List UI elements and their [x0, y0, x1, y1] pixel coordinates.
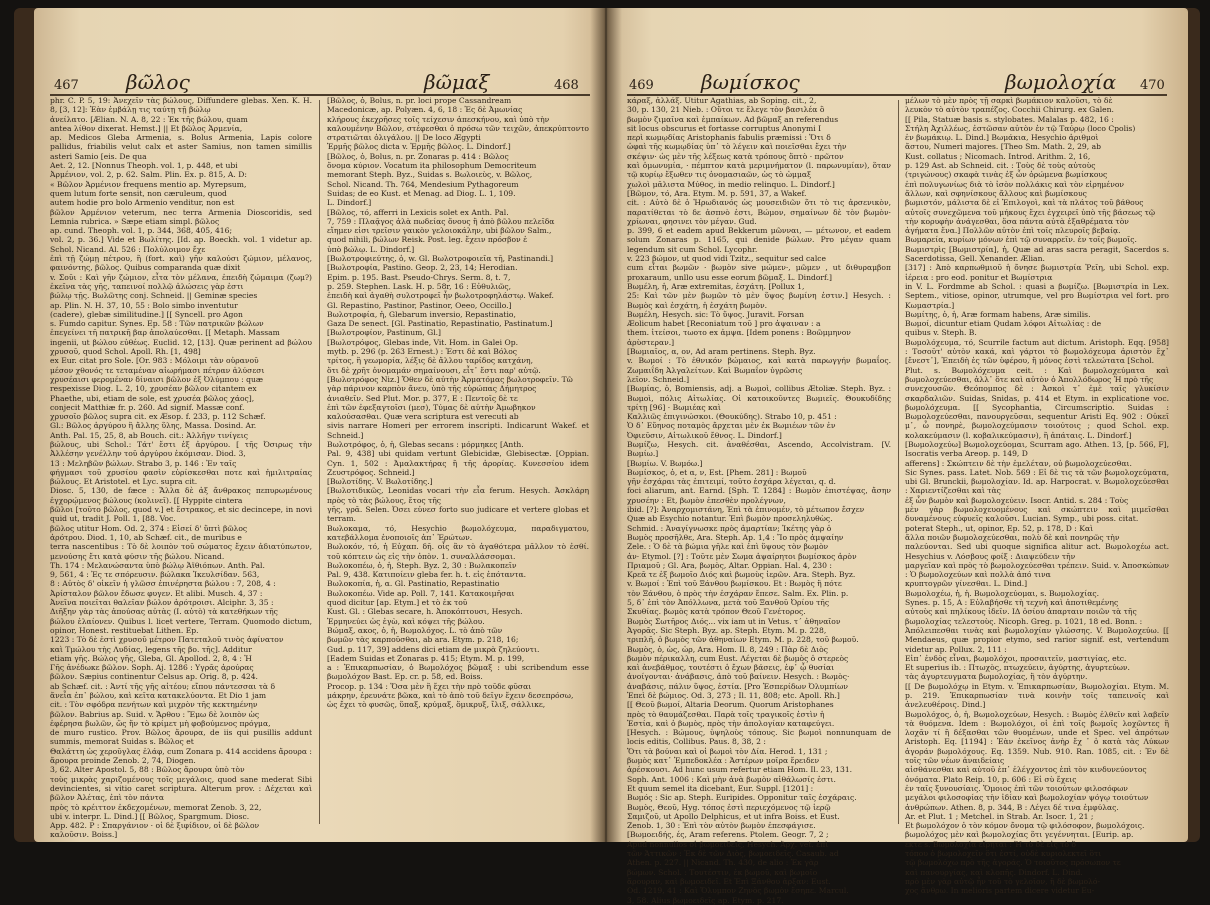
text-line: βώμων. Schol. : Τουτέστιν, ἐκ βωμοῦ, καὶ βωμοῖο	[627, 867, 818, 877]
text-line: Kust. collatus ; Nicomach. Introd. Arithm. 2, 16,	[905, 151, 1091, 161]
text-line: πρὸ μὲν γὰρ αὐτῷ ἦν τοῦ τὸ γελοῖον, ἢ δὲ βωμολό-	[905, 876, 1101, 886]
text-line: memorant Steph. Byz., Suidas s. Βωλοιεὺς, v. Βῶλος,	[327, 170, 533, 180]
text-line: quod dicitur [ap. Etym.] et τὸ ἐκ τοῦ	[327, 598, 468, 608]
text-line: ἐφέρησα βωλῶν, ὥς ἤν τὸ κρίμετ μὴ φοβούμενος πρόγμα,	[50, 718, 271, 728]
text-line: Ἀπόλειπεσθαι τινὰς καὶ βωμολοχίαν γλώσσης. V. Βωμολοχεύω. [[ Mendaeus, quæ propior etymo, sed rarior signif. est, vertendum videtur ap. Pollux. 2, 111 :	[905, 625, 1169, 654]
text-line: 7, 759 : Πλαᾷγος ἀλὰ πωδείας ὄνους ἢ ἀπὸ βῶλου πελεῖδα	[327, 216, 555, 226]
text-line: Βωμολόχος, ὁ, ἡ, Βωμολοχεύων, Hesych. : Βωμὸς ἐλθεῖν καὶ λαβεῖν τὰ θυόμενα. Idem : Βωμολόχοι, οἱ ἐπὶ τοῖς βωμοῖς λοχῶντες ἢ λοχᾶν τί ἢ δέξασθαι τῶν θυομένων, unde et Spec. vel ἀπρότων Aristoph. Eq. [1194] : Ἐὰν ἐκεῖνος ἀνὴρ ἔχ ᾿ ὁ κατὰ τὰς Λύκων ἀγοράν βωμολόχους. Eq. 1359. Nub. 910. Ran. 1085, cit. : Ἐν δὲ τοῖς τῶν νέων ἀναιδείαις	[905, 709, 1169, 766]
text-line: quod nihili, βώλων Reisk. Post. leg. ἔχειν πρόσβον ἐ	[327, 235, 528, 245]
text-line: mytb. p. 296 (p. 263 Ernest.) : Ἐστι δὲ καὶ Βόλος	[327, 347, 518, 357]
text-line: Βωμὸς προσῆλθε, Ara. Steph. Ap. 1,4 : Ἴο πρὸς ἀμψαίην	[627, 532, 844, 542]
text-line: Kust. Gl. : Glebas secare, h. Ἀποκόπτουσι, Hesych.	[327, 607, 523, 617]
text-line: Gaza De senect. [Gl. Pastinatio, Repastinatio, Pastinatum.]	[327, 319, 553, 329]
text-line: [Βωμοειδής, ές, Aram referens. Ptolem. Geogr. 7, 2 ;	[627, 830, 829, 840]
text-line: ὡς ἔχει τὸ φυσῶς, ὕπαξ, κρύμαξ, ὅμικρυξ, ἴλιξ, σάλλικε,	[327, 700, 546, 710]
text-line: φήγμασι τοῦ χρυσίου φασὶν εὐρίσκεσθαι ποτε καὶ ἡμιλιτραίας βώλους. Et Aristotel. et Lyc. supra cit.	[50, 467, 312, 487]
text-line: Βωλοκοπία, ἡ, α. Gl. Pastinatio, Repastinatio	[327, 579, 500, 589]
text-line: βώλῳ τῇς. Βωλῶτης conj. Schneid. || Geminæ species	[50, 291, 258, 301]
text-line: περὶ κωμῳδίας Aristophanis fabulis præmissi : Ὅτι δ	[627, 133, 831, 143]
text-line: Διῆξην γὰρ τὰς ἀπούσας αὐτὰς (I. αὐτὸ) τὰ κατεθήκων τῆς	[50, 607, 278, 617]
text-line: τοὺς μικρὰς χαριζομένους τοῖς μεγάλοις, quod sane mederat Sibi devincientes, si vitio caret scriptura. Alterum prov. : Δέχεται καὶ βῶλον Ἀλέτας, ἐπὶ τὸν πάντα	[50, 774, 312, 803]
text-line: [317] : Ἀπὸ καρπωθμιοῦ ἡ ὄνησε βωμιστρία Ῥεῖη, ubi Schol. exp. ἱέρεια : pro eod. ponitur et Βωμίστρια	[905, 263, 1169, 282]
text-line: 1223 : Τὸ δὲ ἐστὶ χρυσοῦ μέτρον Πατεταλοῦ τινὸς ἀφίνατον	[50, 635, 284, 645]
text-column-4	[905, 96, 1169, 896]
text-line: ἀνθρώπων. Athen. 8, p. 344, B : Λέγει δέ τινα ἐμφύλας.	[905, 802, 1119, 812]
text-line: vol. 2, p. 36.] Vide et Βωλίτης. [Id. ap. Boeckh. vol. 1 videtur ap. Schol. Nicand. Al. 526 : Πολύλοιμον ἔχε	[50, 235, 312, 254]
text-line: Ἑστία, καὶ ὁ βωμὸς, πρὸς τὴν ἀπολογίαν καταφεύγει.	[627, 718, 835, 728]
text-line: ἄρουραν, καὶ βωμοειδεῖ. Et Ἐπὶ Ξάνθου ἀρξαν: Eust.	[627, 876, 831, 886]
text-line: ὠφαὶ τῆς κωμῳδίας ὑπ᾿ τὸ λέγειν καὶ ποιεῖσθαι ἔχει τὴν	[627, 142, 847, 152]
text-line: Κρεᾶ τε ἐξ βωμοῖο Διός καὶ βωμοὺς ἱερῶν. Ara. Steph. Byz.	[627, 570, 856, 580]
text-line: cum εἶται βωμῶν · βωμὸν sive μώμεν·, μῶμεν , ut διθυραμβοπ proxaraum, unllo usu esse eorum βῶμαξ. L. Dindorf.]	[627, 263, 891, 282]
text-line: Γῆς ἀνέδωκε βῶλον. Soph. Aj. 1286 : Υγρᾶς ἀρούρας	[50, 663, 254, 673]
text-line: Θαλάττη ὡς χεροῦγλας ἐλάφ, cum Zonara p. 414 accidens ἄρουρα : ἄρουρα proinde Zenob. 2, 74, Diogen.	[50, 746, 312, 766]
text-line: Schol. Nicand. Th. 764, Mendesium Pythagoreum	[327, 179, 519, 189]
text-line: τὸν Ξάνθου, ὁ πρὸς τὴν ἐσχάραν ἔπεσε. Salm. Ex. Plin. p.	[627, 588, 849, 598]
open-book	[14, 8, 1200, 905]
text-line: « Βῶλον Ἀρμένιον frequens mentio ap. Myrepsum,	[50, 179, 247, 189]
text-line: βῶλον Ἀρμένιον veterum, nec terra Armenia Dioscoridis, sed Lemnia rubrica. » Sæpe etiam simpl. βῶλος	[50, 207, 312, 226]
text-line: ἀρότρου. Diod. 1, 10, ab Schæf. cit., de muribus e	[50, 532, 242, 542]
text-line: κλήρους ἐκεχρῆσες τοῖς τείχεσιν ἀπεσκήνου, καὶ ὑπὸ τὴν	[327, 114, 550, 124]
text-line: αὐτοὺς καὶ πηλίκους ἰδεῖν. ΙΔ ὁσίου ἀπαρταιν ποιῶν τὰ τῆς	[905, 607, 1137, 617]
text-line: Ὀφιεῦσιν, Αἰτωλικοῦ ἔθνος. L. Dindorf.]	[627, 430, 782, 440]
text-line: Procop. p. 134 : Ὅσα μὲν ἢ ἔχει τὴν πρὸ τοῦδε φῦσαι	[327, 681, 532, 691]
text-line: βῶλον. Sæpius continentur Celsus ap. Orig. 8, p. 424.	[50, 672, 258, 682]
text-line: καὶ πανουργίας, καὶ κλοπῆς. Dindorf. L. Dind.	[905, 867, 1083, 877]
text-line: Βωμοί, dicuntur etiam Qudam λόφοι Αἰτωλίας : de	[905, 319, 1102, 329]
text-line: Βωμέλη, ἡ, Aræ extremitas, ἐσχάτη. [Pollux 1,	[627, 281, 805, 291]
text-line: συνεχουσῶν. Θεόπομπος δὲ : Ἀσκοὶ τ᾿ ἐμὲ ταῖς γλυκίσιν σκαρδαλιῶν. Suidas, Snidas, p. 414 et Etym. in explicatione voc. βωμολόχευμα. [[ Sycophantia, Circumscriptio. Suidas : Βωμολοχεύεσθαι, πανουργεῦσαι, sequentur Aristi Eq. 902 : Οὐκεῖ μ᾿, ὦ πονηρὲ, βωμολοχεύμασιν τοιούτοις ; quod Schol. exp. κολακεύμασιν (l. κοβαλικεύμασιν), ἢ ἀπάταις. L. Dindorf.]	[905, 384, 1169, 440]
text-line: 9, 561, 4 : Ἐς τε σπόρευσιν. βώλακα Ἱκευλσίδαν. 563,	[50, 570, 260, 580]
text-line: Ἐρμηνεύει ὡς ἐγὼ, καὶ κόψει τῆς βώλου.	[327, 616, 485, 626]
text-line: [Βωμίω. V. Βωμόω.]	[627, 458, 703, 468]
text-line: Βωλοτροφία, ἡ, Glebarum inversio, Repastinatio,	[327, 309, 516, 319]
text-line: Βωμός : Sic ap. Steph. Euripides. Opponitur ταῖς ἐσχάραις.	[627, 793, 857, 803]
text-line: βωμῶν τὰς καρποῦσθαι, ab ara. Etym. p. 218, 16;	[327, 635, 519, 645]
text-line: βωμιστόν, μάλιστα δὲ εἰ Ἐπιλογοὶ, καὶ τὰ πλάτος τοῦ βάθους	[905, 198, 1144, 208]
text-line: ἐπὶ τῇ ζώμῃ πέτρου, ἢ (fort. καὶ) γῆν καλούσι ζώμιον, μέλανος, φαινόντης, βῶλος. Quibus comparanda quæ dixit	[50, 254, 312, 273]
text-line: Πριαμοῦ ; Gl. Ara, βωμὸς, Altar. Oppian. Hal. 4, 230 :	[627, 560, 832, 570]
text-line: ἀγήματα ἕνα.] Πολλῶν αὐτὸν ἐπὶ τοῖς πλευροῖς βεβαίᾳ.	[905, 226, 1121, 236]
text-line: ἄνεἶα ἐπ᾿ βώλου, καὶ κεῖτα κατακελύοντα. Et Dio 1 jam	[50, 691, 267, 700]
text-line: 30, p. 130, 21 Nieb. : Οὔτοι τε ἔλεγε τὸν βασιλέα ὃ	[627, 105, 825, 115]
text-line: βωμολοχίας τελεστοὺς. Nicoph. Greg. p. 1021, 18 ed. Bonn. :	[905, 616, 1143, 626]
text-line: ὀνόματα. Plato Reip. 10, p. 606 : Εἰ σὺ ἔχεις	[905, 774, 1077, 784]
text-line: Βωλοκόν, τό, ἡ Εὐχαπ. δῆ. οἷς ἂν τὸ ἀγαθότερα μᾶλλον τὸ ἐσθί. τοῦ κόπτειν ὡς εἰς τὴν ὁπὸν. 1. συναλλάσσομαι.	[327, 542, 589, 561]
text-line: τριπλῆ, ὁ βωμὸς τῶν ἀθηναίων Etym. M. p. 228, τοῦ βωμοῦ.	[627, 635, 859, 645]
text-line: Βωλοτρόφος, ὁ, ἡ, Glebas secans : μόρμηκες [Anth.	[327, 439, 524, 449]
text-line: ὅτι δὲ χρῆτ ὀνομαμάν σημαίνουσι, εἶτ᾿ ἔστι παρ' αὐτῷ.	[327, 365, 541, 375]
text-line: (τριγώνους) σκαφὰ τινὰς ἐξ ὧν ὁρώμενα βωμίσκους	[905, 170, 1108, 180]
text-line: βῶλοι [τοῦτο βῶλος, quod v.] et ἔστρακος, et sic decincepe, in novi quid ut, tradit J. Poll. 1, [88. Voc.	[50, 505, 312, 524]
text-line: [Βωλοτροφιεύτης, ὁ, w. Gl. Βωλοτροφοιεῖα τῆ, Pastinandi.]	[327, 254, 554, 264]
text-line: v. 223 βώμον, ut quod vidi Tzitz., sequitur sed calce	[627, 254, 827, 264]
running-head: βωμίσκος	[701, 70, 800, 94]
text-line: λευκὸν τὸ αὐτὸν τραπέζος. Cocchii Chirurg. ex Galen.	[905, 105, 1114, 115]
text-line: βώλου ἐλαίονεν. Quibus l. licet vertere, Terram. Quomodo dictum, opinor, Honest. restituebat Lithen. Ep.	[50, 616, 312, 635]
text-line: πρὸς τὸ θαυμάζεσθαι. Παρὰ τοῖς τραγικοῖς ἐστὶν ἡ	[627, 709, 825, 719]
text-line: p. 129 Ast. ab Schneid. cit. : Τοὺς δὲ τοὺς αὐτοὺς	[905, 161, 1096, 171]
text-line: ibid. [?]: Ἀναρχομιστάνη, Ἐπὶ τὰ ἐπινομέν, τὸ μέτωπον ἔσχεν	[627, 505, 865, 515]
text-line: 3, 62. Alter Apostol. 5, 88 : Βῶλος ἄρουρα ὑπὸ τὸν	[50, 765, 245, 775]
text-line: Soph. Ant. 1006 : Καὶ μὴν ἀνὰ βωμὸν αἰθάλωσίς ἐστι.	[627, 774, 836, 784]
text-line: Et superius ib. : Πτωχὸς, πτωχεύειν, ἀγύρτης, ἀγυρτεύων.	[905, 663, 1130, 673]
column-divider	[898, 100, 899, 824]
text-line: [Βωλοτροφία, Pastino. Geop. 2, 23, 14; Herodian.	[327, 263, 518, 273]
text-line: [Βωλοτιδικῶς, Leonidas vocari τὴν εἶα ferum. Hesych. Ἀσκλάρη πρὸς τὸ τὰς βώλους, ἔτος τῆς	[327, 486, 589, 505]
text-line: v. Σοῦι : Καὶ γῆν ζώμιον, εἶτα τὸν μέλανα, ἐπειδὴ ζώμαιμα (ζωμ?) ἐκεῖνα τὰς γῆς, ταπεινοί πολλῷ ἀλώσεις γὰρ ἐστι	[50, 272, 312, 291]
text-line: [[ De βωμολόχῳ in Etym. v. Ἐπικαρπωσίαν, Βωμολοχίαι. Etym. M. p. 219. Ἐπικαρπωσίαν τινὰ κοινὴν τοῖς ταπεινοῖς καὶ ἀνελευθέροις. Dind.]	[905, 681, 1169, 710]
text-line: autem hodie pro bolo Armenio venditur, non est	[50, 198, 235, 208]
text-column-2	[327, 96, 589, 832]
page-number: 469	[629, 78, 654, 93]
text-line: Ar. et Plut. 1 ; Metchel. in Strab. Ar. Isocr. 1, 21 ;	[905, 811, 1094, 821]
text-line: τόπου ὁ βωμολοχεῖν ὅτι ἐστί, οὐδὲ κυριολεκτεῖ ὃτι	[905, 849, 1102, 859]
text-line: 13 : Μεληβῶν βώλων. Strabo 3, p. 146 : Ἐν ταῖς	[50, 458, 237, 468]
text-line: Βωλοκαμα, τό, Hesychio βωμολόχευμα, παραδιγματου, κατεβάλλομα ἐνοποιοῖς ἀπ᾿ Ἐρώτων.	[327, 523, 589, 542]
text-line: Ἑρμῆς βῶλος dicta v. Ἑρμῆς βῶλος. L. Dindorf.]	[327, 142, 511, 152]
text-line: αὐτοῖς συνεχῶμενα τοῦ μήκους ἔχει ἐγχειρεῖ ὑπὸ τῆς βάσεως τῷ	[905, 207, 1156, 217]
text-line: Od. 1219, 41 : Καὶ Ὄλυμπον Ζηνὸς βωμὸν ἔσηπε. Marcul.	[627, 886, 849, 896]
text-line: χρυσέαισι φερομέναν δίναισι βῶλον ἐξ Ὀλύμπου : quæ	[50, 374, 263, 384]
text-line: ἀνιαθεῖν. Sed Plut. Mor. p. 377, E : Πεντοῖς δὲ τε	[327, 393, 518, 403]
text-line: Βωλοκοπέω. Vide ap. Poll. 7, 141. Κατακοιμῆσαι	[327, 588, 515, 598]
text-line: εἴημεν εἰσι τρεῖσιν γαικὸν γελοιοκάλην, ubi βῶλον Salm.,	[327, 226, 552, 236]
text-line: Epim. p. 195. Bast. Pseudo-Chrys. Serm. 8, t. 7,	[327, 272, 511, 282]
text-line: ἀναβάσις, πάλιν ὕψος, ἐστία. [Pro Ἑσπερίδων Ὀλυμπίων	[627, 681, 848, 691]
text-line: πρὸς τὸ κρέιττον ἐκδεχομένων, memorat Zenob. 3, 22,	[50, 802, 262, 812]
text-line: foci aliarum, ant. Earnd. [Sph. T. 1284] : Βωμὸν ἐπιστέψας, ἄσην χρυσέην : Et, βωμὸν ἐπεσθὲν προλέγνων,	[627, 486, 891, 505]
text-line: Zenob. 1, 30 : Ἐπὶ τὸν αὐτὸν βωμὸν ἐπεσφάγισε.	[627, 821, 816, 831]
text-line: Phaethe, ubi, etiam de sole, est χρυσέα βῶλος χάος],	[50, 393, 255, 403]
text-line: Ὅτι τὰ βούναι καὶ οἱ βωμοὶ τὸν Δία. Herod. 1, 131 ;	[627, 746, 828, 756]
text-line: Βωμὸς Σωτῆρος Διός... vix iam ut in Vetus. τ΄ ἀθηναῖον	[627, 616, 841, 626]
text-line: λεῖον. Schneid.]	[627, 374, 690, 384]
text-line: Βωμὸς, ὁ, ὡς, ὡρ, Ara. Hom. Il. 8, 249 : Πὰρ δὲ Διὸς	[627, 644, 828, 654]
text-line: Schmid. : Ἀναγίγνωσκε πρὸς ἀμαρτίαν; Ἱκέτης γὰρ ὁ	[627, 523, 832, 533]
text-line: καλουμένην Βῶλον, στέφεσθαι ὁ πρόσω τῶν τειχῶν, ἀπεκρύπτοντο στρατιῶται ὀλιγάλου. || De loco Ægypti	[327, 123, 589, 143]
text-line: [Βωμιαῖος, α, ον, Ad aram pertinens. Steph. Byz.	[627, 347, 816, 357]
text-line: [Βωλοτρόφος Niz.] Ὅθεν δὲ αὐτὴν Ἀρματόμας βωλοτροφεῖν. Τῶ	[327, 374, 573, 384]
text-line: αἰσθάνεσθαι καὶ αὐτοῦ ἐπ᾿ ἐλέγχοντος ἐπὶ τὸν κινδυνεύοντος	[905, 765, 1147, 775]
text-line: Gud. p. 117, 39] addens dici etiam de μικρὰ ζηλεύοντι.	[327, 644, 540, 654]
text-line: sit locus obscurus et fortasse corruptus Anonymi I	[627, 123, 822, 133]
text-line: Et βωμολόχον ὁ τὸν κόμον ὄνομα τῷ φιλόσοφον, βωμολόχοις.	[905, 821, 1145, 831]
text-line: sivis narrare Homeri per errorem inscripti. Indicarunt Wakef. et Schneid.]	[327, 421, 589, 440]
text-line: μαργεῖαν καὶ πρὸς τὸ βωμολοχεύεσθαι τρέπειν. Suid. v. Ἀποσκώπων : Ὁ βωμολοχεύων καὶ πολλὰ ἀπό τινα	[905, 560, 1169, 580]
text-line: παλεύονται. Sed ubi quoque significa alitur act. Βωμολοχέω act. Hesychius v. Λόσβους φοίξ : Διαψεύδειν τῆν	[905, 542, 1169, 561]
text-line: Ἀρίσταλον βῶλον ἔδωσε φυγεν. Et alibi. Musch. 4, 37 :	[50, 588, 263, 598]
text-line: ἀν· Etymol. [?] : Τοῦτε μὲν Σωμα ἀψαίρητοι βωμίσκος ἀρὸν	[627, 551, 857, 561]
text-line: [Βῶλος, ὁ, Bolus, n. pr. Zonaras p. 414 : Βῶλος	[327, 151, 509, 161]
text-line: [Βῶλος, τό, afferri in Lexicis solet ex Anth. Pal.	[327, 207, 509, 217]
text-line: ἄλλα ποιῶν βωμολοχεύεσθαι, πολὺ δὲ καὶ πονηρῶς τὴν	[905, 532, 1120, 542]
text-line: Athen. p. 227. || Nicand. Th. 430, de alio : Ἐκ γὰρ	[627, 858, 819, 868]
text-line: de muro rustico. Prov. Βῶλος ἄρουρα, de iis qui pusillis addunt summis, memorat Suidas s. Βῶλος et	[50, 728, 312, 747]
text-line: Plut. s. Βωμολόχευμα ceit. : Καὶ βωμολοχεύματα καὶ βωμολοχεύεσθαι, ἀλλ᾿ ὅτε καὶ αὐτὸν ὁ Ἀπολλόδωρος Ἡ πρὸ τῆς	[905, 365, 1169, 384]
text-line: ὑπὸ βώλῳ. L. Dindorf.]	[327, 244, 415, 254]
text-line: [Βῶλος, ὁ, Bolus, n. pr. loci prope Cassandream	[327, 96, 512, 105]
text-line: [Βωμολοχεύω] Βωμολοχεύομαι, Scurram ago. Athen. 13, [p. 566, F], Isocratis verba Areop. p. 149, D	[905, 439, 1169, 459]
text-line: ἐπεγείνει τῆ πατρικῆ βαρ ἀπολαύεσθαι. [[ Metaph. Massam	[50, 328, 280, 338]
text-line: cit. : Τὸν σφόδρα πενήτων καὶ μιχρὸν τῆς κεκτημένην	[50, 700, 258, 710]
text-line: γῆν ἐσχάραι τὰς ἐπιτειμί, τοῦτο ἐσχάρα λέγεται, q. d.	[627, 477, 836, 487]
text-line: phr. C. P. 5, 19: Ἀνεχεῖν τὰς βώλους, Diffundere glebas. Xen. K. H. 8, [3, 12]: Ἐὰν ἐμβάλῃ τις ταύτῃ τῇ βώλῳ	[50, 96, 312, 115]
text-line: Synes. p. 15, A : Εὐλαβήσθε τὴ τεχνὴ καὶ ἀποτιθεμένης	[905, 598, 1119, 608]
text-line: σκέψιν· ὡς μὲν τῆς λέξεως κατὰ τρόπους ὅπτὸ · πρῶτον	[627, 151, 844, 161]
text-line: Ἀγορᾶς. Sic Steph. Byz. ap. Steph. Etym. M. p. 228,	[627, 625, 827, 635]
text-line: βῶλος utitur Hom. Od. 2, 374 : Εἰσεί δ' ὕπτὶ βῶλος	[50, 523, 248, 533]
text-line: them. ἰτείσοι, τωοτο ex ἀμψα. [Idem ponens : Βοῶμμηνον	[627, 328, 851, 338]
text-line: Diosc. 5, 130, de fæce : Ἄλλα δὲ ἀξ ἄνθρακος πεπυρωμένους ἐγχορῴμενος βώλους (κολινεῖ). [[ Hyppite cintera	[50, 486, 312, 505]
text-line: cit. : Αὐτὸ δὲ ὁ Ἡρωδιανός ὡς μουσειδιῶν ὅτι τὸ τις ἀρσενικὸν, παρατίθεται τὸ δε ἀσπνὸ ἐστι, Βώμον, σημαίνων δὲ τὸν βωμὸν· χρίωναι, φησινει τὸν μέγαν. Gud.	[627, 198, 891, 226]
text-line: ἐξ ὧν βωμὸν καὶ βωμολοχεύειν. Isocr. Antid. s. 284 : Τοὺς	[905, 495, 1129, 505]
text-line: ubi v. interpr. L. Dind.] [[ Βῶλος, Spargmum. Diosc.	[50, 811, 250, 821]
text-line: κάραξ, ἀλλάξ. Utitur Agathias, ab Soping. cit., 2,	[627, 96, 817, 105]
text-line: [Eadem Suidas et Zonaras p. 415; Etym. M. p. 199,	[327, 653, 525, 663]
text-line: Ἀρμένιον, vol. 2, p. 62. Salm. Plin. Ex. p. 815, A. D:	[50, 170, 247, 180]
text-line: γῆς, γρᾶ. Selen. Ὀσει εὐνεσ forto suo judicare et vertere globas et terram.	[327, 505, 589, 524]
text-line: ἐπὶ τῶν ἐφεξαγτοῖσι (μεσ), Τύμας δὲ αὐτὴν Ἀμωβηκον	[327, 402, 536, 412]
text-line: [Βωλοτίδης. V. Βωλοτίδης.]	[327, 477, 433, 487]
text-line: Gl.: Βῶλος ἀργύρου ἢ ἄλλης ὕλης, Massa. Dosind. Ar.	[50, 421, 257, 431]
text-line: Βώμαξ, ακος, ὁ, ἡ, Βωμολόχος. L. τὸ ἀπὸ τῶν	[327, 625, 503, 635]
text-line: p. 399, 6 et eadem apud Bekkerum μῶνναι, — μέτωνον, et eadem solum Zonaras p. 1165, qui denide βώλων. Pro μέγαν quam legendum sit cum Schol. Lycophr.	[627, 226, 891, 254]
running-head: βωμολοχία	[1005, 70, 1117, 94]
text-line: ἀνείλατο. [Ælian. N. A. 8, 22 : Ἐκ τῆς βώλου, quam	[50, 114, 248, 124]
text-line: poterat Steph., ut, opinor, Ep. 52, p. 178, D : Καὶ	[905, 523, 1094, 533]
text-line: ἄστου, Numeri majores. [Theo Sm. Math. 2, 29, ab	[905, 142, 1101, 152]
text-line: 3, 58. Alius βωμοειδεῖς ap. Etym. p. 217.	[627, 895, 784, 905]
text-line: μάκρην, ἐρευνάτε βῶκα, καὶ τὸ ἀπὸ τοῦ δεῖγν ἔχειν δεσεπρόσω,	[327, 691, 574, 700]
text-line: Βωλοκοπέω, ὁ, ἡ, Steph. Byz. 2, 30 : Βωλακοπεῖν	[327, 560, 517, 570]
text-line: [Βωλοτρόφος, Glebas inde, Vit. Hom. in Galei Op.	[327, 337, 518, 347]
text-line: 8 : Αὐτὸς δ' οἰκεῖν ἡ γλῶσσ ἐπινέρηστα βώλου : 7, 208, 4 :	[50, 579, 276, 589]
text-line: καλούσασθαι. Quæ vera scriptura est verecuti ab	[327, 412, 519, 422]
text-line: Ὁ δ᾿ Εὔηνος ποταμὸς ἄρχεται μὲν ἐκ Βωμιέων τῶν ἐν	[627, 421, 836, 431]
text-line: [[ Θεοῦ βωμοί, Altaria Deorum. Quorum Aristophanes	[627, 700, 834, 710]
text-line: Καλλιῶς ἐπιγινώσκοι. (Θουκύδης). Strabo 10, p. 451 :	[627, 412, 837, 422]
text-line: L. Dindorf.]	[327, 198, 372, 208]
text-line: [Βωλοτροφίον, Pastinum, Gl.]	[327, 328, 442, 338]
text-line: in V. L. Fordmme ab Schol. : quasi a βωμίζω. [Βωμιστρία in Lex. Septem., vitiose, opinor, utrumque, vel pro Βωμίστρια vel fort. pro Κωμαστρία.]	[905, 281, 1169, 310]
text-line: a : Ἐπικαρπωσίαν, ὁ Βωμολόχος βῶμαξ : ubi scribendum esse βωμολόχον Bast. Ep. cr. p. 58, ed. Boiss.	[327, 663, 589, 682]
text-line: ἀρὺστεραν.]	[627, 337, 675, 347]
text-line: χος ἄνθρω. In melioris partem dicere videtur Eu-	[905, 886, 1095, 896]
right-page	[605, 8, 1188, 905]
text-line: Βωμολοχέω, ἡ, ἡ. Βωμολοχεύομαι, s. Βωμολοχίας.	[905, 588, 1099, 598]
text-line: ap. Plin. N. H. 37, 10, 55 : Bolo simbo inventutur	[50, 300, 238, 310]
text-line: γὰρ πάρινον καρπὸν ἄνευ, ὑπὸ τῆς εὐρώπας Δήμητρος	[327, 384, 537, 394]
page-number: 468	[554, 78, 579, 93]
text-line: antea λίθον dixerat. Hemst.] || Et βῶλος Ἀρμενία,	[50, 123, 243, 133]
page-number: 470	[1140, 78, 1165, 93]
text-line: p. 259. Stephen. Lask. H. p. 58r, 16 : Εὐθυλιῶς,	[327, 281, 512, 291]
text-line: χρυσοῖο βῶλος supra cit. ex Æsop. f. 233, p. 112 Schæf.	[50, 412, 266, 422]
text-line: terra nascentibus : Τὸ δὲ λοιπὸν τοῦ σώματος ἔχειν ἀδιατύπωτον, μενούσης ἔτι κατὰ φύσιν τῆς βώλου. Nicand.	[50, 542, 312, 561]
column-divider	[319, 100, 320, 824]
text-line: ἀνοίγονται· ἀνάβασις, ἀπὸ τοῦ βαίνειν. Hesych. : Βωμὸς·	[627, 672, 850, 682]
text-line: κρυπτογρῶν γίνεσθαι. L. Dind.]	[905, 579, 1028, 589]
text-line: Βωμίσκος, ὁ, et α, ν, Est. [Phem. 281] : Βωμοῦ	[627, 467, 807, 477]
text-line: Zele. : Ὁ δὲ τὰ βώμια γῆλε καὶ ἐπὶ ὕψους τὸν βωμὸν	[627, 542, 829, 552]
text-line: Suidas; de eo Kust. et Menag. ad Diog. L. 1, 109.	[327, 188, 516, 198]
text-line: Βωμίτης, ὁ, ἡ, Aræ formam habens, Aræ similis.	[905, 309, 1091, 319]
text-line: Εἰπ᾿ ἐνδὸς εἶναι, βωμολόχοι, προσαιτεῖν, μαστιγίας, etc.	[905, 653, 1127, 663]
text-line: Gl. Repastino, Pastinor, Pastinor, Oeeo, Occillo.]	[327, 300, 512, 310]
text-line: ex Eur. citat pro Sole. [Or. 983 : Μόλοιμι τὰν οὐρανοῦ	[50, 356, 259, 366]
text-line: καὶ Τμώλου τὴς Λυδίας, legens τῆς βο. τῆς]. Additur	[50, 644, 252, 654]
text-line: ἄλλων, καὶ σφηνίσκους ἄλλους καὶ βωμίσκους	[905, 188, 1087, 198]
text-line: τὰς ἀγυρτευγματα βωμολοχίας, ἢ τὸν ἀγύρτην.	[905, 672, 1088, 682]
left-page	[34, 8, 609, 842]
text-line: Pal. 9, 438] ubi quidam vertunt Glebicidæ, Glebisectæ. [Oppian. Cyn. 1, 502 : Ἀμαλακτήρας ἢ τῆς ἀρορίας. Κυνεσσίου idem Ζευστρόφος. Schneid.]	[327, 449, 589, 477]
text-line: καλοῦσιν. Boiss.]	[50, 830, 118, 840]
text-line: τῷ βωμολόχω πρὸ τῆς ἀγοράς. Ὁ τοιοῦτος πρόσωπον τε	[905, 858, 1121, 868]
text-line: respexisse Diog. L. 2, 10, χρυσέαν βῶλον citantem ex	[50, 384, 257, 394]
text-line: quibus v. Steph. B.	[905, 328, 977, 338]
text-line: ἀρέσκουσι. Ad hunc usum refertur etiam Hom. Il. 23, 131.	[627, 765, 853, 775]
text-line: Et quum semel ita dicebant, Eur. Suppl. [1201] :	[627, 783, 814, 793]
text-line: Ἐπεὶ δὲ βώμιος. Od. 3, 273 ; Il. 11, 808; etc. Apoll. Rh.]	[627, 691, 840, 700]
text-line: v. Βωμοί : Τὸ ἐθνικόν βώμαιος, καὶ κατὰ παρωγγήν βωμαΐος. Ζωμαιΐδη Ἀλγαλείτων. Καὶ Βωμαΐον ὑγρῶσις	[627, 356, 891, 375]
text-line: βωμὸς κατ᾿ Ἐμπεδοκλέα : Ἀστέρων μοῖρα ἔρειδεν	[627, 756, 820, 766]
text-line: ἐν βωμάκιῳ. L. Dind.] Βωμάκια, Hesychio ἀριθμοὶ	[905, 133, 1099, 143]
text-line: τὴν κορυφὴν ἀνάγεσθαι, ὅσα πάντα αὐτὰ ἐξαθρέματα τὸν	[905, 216, 1129, 226]
text-line: Σαμιζοῦ, ut Apollo Delphicus, et ut infra Boiss. et Eust.	[627, 811, 840, 821]
text-line: βῶλον. Babrius ap. Suid. v. Ἄρθου : Ἔμω δὲ λοιπὸν ὡς	[50, 709, 260, 719]
text-line: Ἀνεῖνα ποιεῖται θαλεῖαν βώλον ἀρότροισι. Alciphr. 3, 35 :	[50, 598, 274, 608]
text-line: Sic Synes. pass. Latet. Nob. 569 : Εἰ δὲ τις τὰ τῶν βωμολοχεύματα, ubi Gl. Brunckii, βωμολοχίαν. Id. ap. Harpocrat. v. Βωμολοχεύεσθαι : Χαριεντίζεσθαι καὶ τὰς	[905, 467, 1169, 496]
text-line: quem lutum forte sensit, non cæruleum, quod	[50, 188, 227, 198]
text-line: ἐπειδὴ καὶ ἀγαθὴ συλοτροφεῖ ἦν βωλοτροφηλάστῳ. Wakef.	[327, 291, 554, 301]
text-line: v. Βωμοί : Ἐπὶ τοῦ Ξάνθου βωμίσκου. Et : Βωμὸς ἢ πότε	[627, 579, 842, 589]
text-line: Macedonicæ, ap. Polyæn. 4, 6, 18 : Ἐς δὲ Ἀμωνίας	[327, 105, 523, 115]
text-line: Βωμιστρὶς [Βωμιστρία], ἡ, Quæ ad aras sacra peragit, Sacerdos s. Sacerdotissa, Gell. Xenander. Ælian.	[905, 244, 1169, 264]
text-line: [Βῶμον, τό, Ara. Etym. M. p. 591, 37, a Wakef.	[627, 188, 807, 198]
text-line: βωμολόχος μὲν καὶ βωμολοχίας ὅτι γεγέννηται. [Eurip. ap.	[905, 830, 1134, 840]
text-line: ap. Medicos Gleba Armenia, s. Bolus Armenia, Lapis colore pallidus, friabilis velut calx et aster Samius, non tamen simillis asteri Samio [eis. De qua	[50, 133, 312, 161]
text-column-1	[50, 96, 312, 840]
text-line: εκτε s. Βωμολοχία εἴρηται : Ἡ τὸ δὲ εἰς τὸ ὃ	[905, 839, 1076, 849]
text-line: ingenii, ut βώλου εὐθέως. Euclid. 12, [13]. Quæ perinent ad βώλου χρυσοῦ, quod Schol. Apoll. Rh. [1, 498]	[50, 337, 312, 357]
text-line: ap. cund. Theoph. vol. 1, p. 344, 368, 405, 416;	[50, 226, 233, 236]
text-line: etiam γῆς. Βώλος γῆς, Gleba, Gl. Apollod. 2, 8, 4 : Ἡ	[50, 653, 252, 663]
text-line: καὶ ὀμωνυμία, · πέμπτον κατὰ μεριμνήματον (l. παρωνυμίαν), ὅταν τῷ κυρίῳ ἔξωθεν τις ὀνομασιαῶν, ὡς τὸ ὡμμαξ	[627, 161, 891, 180]
running-head: βῶλος	[126, 70, 190, 94]
text-line: Βωμαρεία, κυρίων μόνων ἐπὶ τῷ συναρρεῖν. ἐν τοῖς βωμοῖς.	[905, 235, 1137, 245]
text-line: ἐν ταῖς ξυνουσίαις. Ὅμοιος ἐπὶ τῶν τοιούτων φιλοσόφων	[905, 783, 1128, 793]
running-head: βῶμαξ	[424, 70, 490, 94]
text-line: Βωμέλη, Hesych. sic: Τὸ ὕψος. Juravit. Forsan	[627, 309, 804, 319]
text-line: Æolicum habet [Reconiatum τοῦ ] pro ἀψαιναν : a	[627, 319, 821, 329]
text-column-3	[627, 96, 891, 905]
text-line: 25: Καὶ τῶν μὲν βωμῶν τὸ μὲν ὕψος βωμίνη ἐστιν.] Hesych. : Βωμὸς καὶ ἐσχάτη, ἡ ἐσχάτη βωμὸν.	[627, 291, 891, 310]
text-line: Σκυθίας. βωμὸς κατὰ τρόπον Θεοῦ Γενέτορος.	[627, 607, 806, 617]
text-line: Quæ ab Esychio notantur. Ἐπὶ βωμὸν προσεληλυθὼς.	[627, 514, 833, 524]
text-line: [Βωμίας, ὁ, Bomiensis, adj. a Βωμοὶ, collibus Ætoliæ. Steph. Byz. : Βωμοὶ, πόλις Αἰτωλίας. Οἱ κατοικοῦντες Βωμιεῖς. Θουκυδίδης τρίτῃ [96] · Βωμιέας καὶ	[627, 384, 891, 412]
text-line: μὲν γὰρ βωμολοχευομένους καὶ σκώπτειν καὶ μιμεῖσθαι δυναμένους εὐφυεῖς καλοῦσι. Lucian. Symp., ubi poss. citat.	[905, 505, 1169, 524]
text-line: ἐπὶ πολυγωνίως διὰ τὸ ἰσὸν πολλάκις καὶ τὸν εἰρημένον	[905, 179, 1125, 189]
text-line: Th. 174 : Μελανώσαντα ὑπὸ βώλῳ Ἀϊθιόπων. Anth. Pal.	[50, 560, 265, 570]
text-line: afferens] : Σκώπτειν δὲ τὴν ἐμελέταν, οὐ βωμολοχεύεσθαι.	[905, 458, 1132, 468]
text-line: Apud nonnullos οἱ βωμοειδεῖς, Hesych. Ἀρχ. vet. ἐπὶ	[627, 839, 829, 849]
text-line: conjecit Matthiæ fr. p. 260. Ad signif. Massæ conf.	[50, 402, 245, 412]
text-line: Βωμολόχευμα, τό, Scurrile factum aut dictum. Aristoph. Eqq. [958] : Τοσοῦτ' αὐτὸν κακά, καὶ γάρτοι τὸ βωμολόχευμα ἀριστὸν ἔχ᾿ [ἔνεστ᾿], Ἐπειδὴ ἐς τῶν ὑφέρου, ἢ μόνος ἐστὶ τελεώτατα [Schol.	[905, 337, 1169, 366]
text-line: Anth. Pal. 15, 25, 8, ab Bouch. cit.: Ἀλλῆγν τινίγεις	[50, 430, 248, 440]
text-line: (cadere), glebæ similitudine.] [[ Syncell. pro Agon	[50, 309, 243, 319]
text-line: Βωμὸς, Θεοῦ, Hyg. τόπος ἐστὶ περιεχόμενος τῷ ἱερῷ	[627, 802, 831, 812]
text-line: μεγάλοι φιλοσοφίας τὴν ἰδίαν καὶ βωμολοχίαν ψόγῳ τοιούτων	[905, 793, 1149, 803]
text-line: Aet. 2, 12. [Nonnus Theoph. vol. 1, p. 448, et ubi	[50, 161, 238, 171]
text-line: ὄνομα κύριον. Vocatum ita philosophum Democriteum	[327, 161, 537, 171]
text-line: [[ Pila, Statuæ basis s. stylobates. Malalas p. 482, 16 :	[905, 114, 1114, 124]
text-line: βώλους, ubi Schol.: Τάτ' ἔστι ἐξ ἀργύρου. [ τῆς Ὀσιρως τὴν Ἀλλέσην γενέλλην τοῦ ἀργύρου ἐκόμισαν. Diod. 3,	[50, 439, 312, 459]
text-line: [Hesych. : Βώμους, ὑψηλοὺς τόπους. Sic βωμοὶ nonnunquam de locis editis, Collibus. Paus. 8, 38, 2 :	[627, 728, 891, 747]
text-line: ab Schæf. cit. : Ἀντί τῆς γῆς αἰτέου; εἴπου πάντεσσαι τὰ δ	[50, 681, 276, 691]
text-line: βωμὸν πέρικαλλη, cum Eust. Λέγεται δὲ βωμὸς ὁ στερεὸς	[627, 653, 849, 663]
text-line: Στήλη Ἀχιλλέως, ἐστῶσαν αὐτὸν ἐν τῷ Ταύρῳ (loco Cpolis)	[905, 123, 1136, 133]
text-line: App. 482. P : Σπαργάνιον · οἱ δὲ ξιφίδιον, οἱ δὲ βῶλον	[50, 821, 260, 831]
text-line: χωλοὶ μᾶλιστα Μύθος, in medio relinquo. L. Dindorf.]	[627, 179, 835, 189]
text-line: μέλων τὸ μὲν πρὸς τῇ σαρκὶ βωμάκιον καλοῦσι, τὸ δὲ	[905, 96, 1113, 105]
page-number: 467	[54, 78, 79, 93]
text-line: Pal. 9, 438. Κατιποίειν gleba fer. h. t. εἰς ἐπόταντα.	[327, 570, 527, 580]
text-line: Βωμίζω, Hesych. cit. ἀναθέσθαι, Ascendo, Accolvistram. [V. Βωμίω.]	[627, 439, 891, 459]
text-line: 5, δ᾿ ἐπὶ τὸν Ἀπόλλωνα, μετὰ τοῦ Ξανθοῦ Ὀρίου τῆς	[627, 598, 830, 608]
text-line: τρίτος, ἢ γεωμορία, λέξις δὲ ἄλλου ταρίδος κατχάνη,	[327, 356, 533, 366]
text-line: τῶν Ἀττικῶν : Ἐκ δὲ τῶν Διὸς, βωμοειδεῖς. Casaub. ad	[627, 849, 839, 859]
text-line: καὶ ἀνεβάθμος, τουτέστι ὁ ἔχων βάσεις, ἐφ᾿ ᾧ θυσίαι	[627, 663, 835, 673]
text-line: μέσον χθονός τε τεταμέναν αἰωρήμασι πέτραν ἁλύσεσι	[50, 365, 265, 375]
text-line: s. Fumdo capitur. Synes. Ep. 58 : Τῶν πατρικῶν βώλων	[50, 319, 264, 329]
text-line: βωμὸν ζιμαῖνα καὶ ἐμπαίκων. Ad βῶμαξ an referendus	[627, 114, 839, 124]
